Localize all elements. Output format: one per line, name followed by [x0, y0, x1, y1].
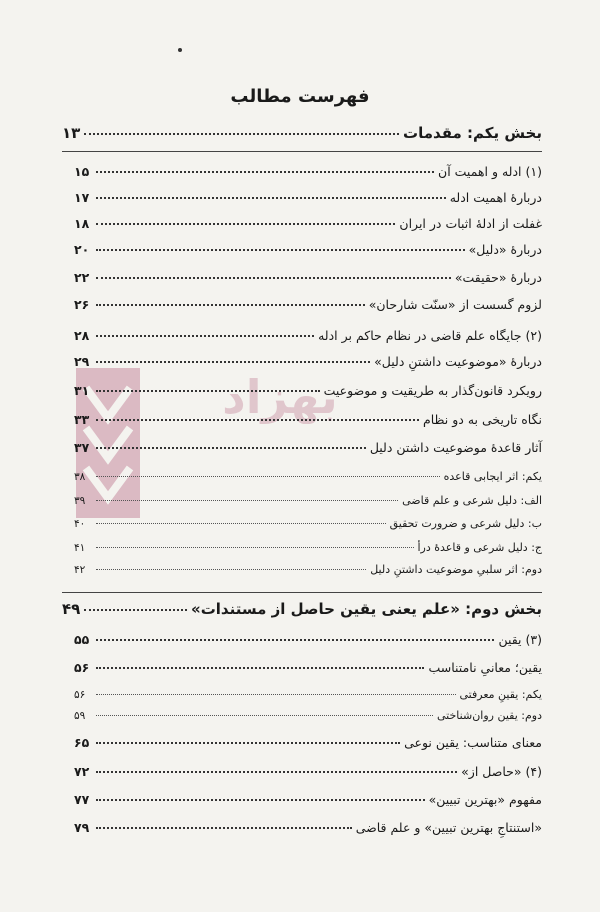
dot-leader — [96, 197, 446, 199]
toc-entry-title: بخش دوم: «علم یعنی یقین حاصل از مستندات» — [191, 600, 542, 618]
dot-leader — [96, 171, 434, 173]
toc-entry[interactable] — [74, 412, 542, 427]
toc-entry-title: دربارهٔ «حقیقت» — [454, 270, 542, 285]
toc-entry-title: (۱) ادله و اهمیت آن — [438, 164, 542, 179]
toc-page-number: ۵۶ — [74, 660, 90, 675]
toc-entry-title: الف: دلیل شرعی و علم قاضی — [402, 494, 542, 507]
dot-leader — [96, 799, 425, 801]
toc-entry-title: دربارهٔ «موضوعیت داشتنِ دلیل» — [374, 354, 542, 369]
dot-leader — [96, 667, 424, 669]
dot-leader — [96, 476, 440, 477]
dot-leader — [96, 742, 400, 744]
toc-entry-title: دوم: یقین روان‌شناختی — [437, 709, 542, 722]
part-rule — [62, 151, 542, 152]
toc-entry[interactable] — [74, 735, 542, 750]
toc-entry[interactable] — [74, 470, 542, 483]
toc-entry-title: (۲) جایگاه علم قاضی در نظام حاکم بر ادله — [318, 328, 542, 343]
toc-page-number: ۴۰ — [74, 518, 86, 530]
toc-page-number: ۵۹ — [74, 710, 86, 722]
toc-entry[interactable] — [74, 820, 542, 835]
toc-entry-title: دوم: اثر سلبیِ موضوعیت داشتنِ دلیل — [370, 563, 542, 576]
toc-entry-title: نگاه تاریخی به دو نظام — [423, 412, 542, 427]
toc-page-number: ۷۷ — [74, 792, 90, 807]
toc-entry[interactable] — [74, 764, 542, 779]
toc-page-number: ۴۲ — [74, 564, 86, 576]
toc-page-number: ۳۹ — [74, 495, 86, 507]
toc-page-number: ۶۵ — [74, 735, 90, 750]
toc-entry[interactable] — [74, 688, 542, 701]
dot-leader — [96, 547, 414, 548]
toc-page-number: ۲۶ — [74, 297, 90, 312]
dot-leader — [96, 500, 398, 501]
page-title: فهرست مطالب — [230, 86, 370, 107]
dot-leader — [84, 133, 399, 135]
toc-page-number: ۳۷ — [74, 440, 90, 455]
dot-leader — [96, 249, 465, 251]
toc-entry[interactable] — [74, 541, 542, 554]
dot-leader — [96, 390, 320, 392]
toc-page-number: ۲۲ — [74, 270, 90, 285]
toc-entry[interactable] — [74, 709, 542, 722]
toc-page-number: ۱۳ — [62, 124, 81, 142]
toc-entry[interactable] — [62, 600, 542, 618]
toc-entry-title: غفلت از ادلهٔ اثبات در ایران — [399, 216, 542, 231]
toc-entry-title: یکم: اثر ایجابی قاعده — [443, 470, 542, 483]
toc-page-number: ۵۶ — [74, 689, 86, 701]
toc-entry-title: لزوم گسست از «سنّت شارحان» — [368, 297, 542, 312]
dot-leader — [96, 639, 494, 641]
dot-leader — [96, 771, 457, 773]
toc-entry[interactable] — [74, 328, 542, 343]
toc-entry-title: آثار قاعدهٔ موضوعیت داشتن دلیل — [369, 440, 542, 455]
dot-leader — [96, 419, 419, 421]
toc-entry-title: بخش یکم: مقدمات — [403, 124, 542, 142]
toc-entry[interactable] — [74, 632, 542, 647]
dot-leader — [84, 609, 187, 611]
dot-leader — [96, 277, 451, 279]
toc-entry-title: (۳) یقین — [498, 632, 542, 647]
toc-page-number: ۱۸ — [74, 216, 90, 231]
toc-page-number: ۷۹ — [74, 820, 90, 835]
dot-leader — [96, 447, 366, 449]
toc-entry-title: دربارهٔ اهمیت ادله — [449, 190, 542, 205]
toc-page-number: ۴۱ — [74, 542, 86, 554]
toc-page-number: ۲۸ — [74, 328, 90, 343]
dot-leader — [96, 523, 386, 524]
toc-entry[interactable] — [74, 242, 542, 257]
toc-entry-title: ج: دلیل شرعی و قاعدهٔ درأ — [417, 541, 542, 554]
dot-leader — [96, 827, 352, 829]
toc-entry[interactable] — [74, 216, 542, 231]
dot-leader — [96, 223, 395, 225]
watermark-text: بهزاد — [222, 370, 338, 424]
toc-page-number: ۱۷ — [74, 190, 90, 205]
toc-page-number: ۷۲ — [74, 764, 90, 779]
toc-entry[interactable] — [74, 440, 542, 455]
toc-entry-title: مفهوم «بهترین تبیین» — [428, 792, 542, 807]
toc-entry[interactable] — [74, 660, 542, 675]
dot-leader — [96, 361, 370, 363]
toc-entry-title: (۴) «حاصل از» — [461, 764, 542, 779]
toc-entry[interactable] — [74, 563, 542, 576]
dot-leader — [96, 569, 366, 570]
toc-entry[interactable] — [74, 270, 542, 285]
toc-entry[interactable] — [62, 124, 542, 142]
toc-page-number: ۴۹ — [62, 600, 81, 618]
toc-entry[interactable] — [74, 792, 542, 807]
toc-entry-title: ب: دلیل شرعی و ضرورت تحقیق — [389, 517, 542, 530]
dot-leader — [96, 335, 314, 337]
toc-page-number: ۳۱ — [74, 383, 90, 398]
ink-dot — [178, 48, 182, 52]
toc-entry-title: رویکرد قانون‌گذار به طریقیت و موضوعیت — [323, 383, 542, 398]
toc-page-number: ۲۰ — [74, 242, 90, 257]
toc-entry-title: معنای متناسب: یقین نوعی — [404, 735, 542, 750]
toc-entry-title: «استنتاجِ بهترین تبیین» و علم قاضی — [355, 820, 542, 835]
toc-page-number: ۲۹ — [74, 354, 90, 369]
toc-entry[interactable] — [74, 190, 542, 205]
toc-entry[interactable] — [74, 297, 542, 312]
toc-page-number: ۳۸ — [74, 471, 86, 483]
toc-entry[interactable] — [74, 164, 542, 179]
part-rule — [62, 592, 542, 593]
toc-page-number: ۳۳ — [74, 412, 90, 427]
toc-entry[interactable] — [74, 354, 542, 369]
toc-entry[interactable] — [74, 494, 542, 507]
toc-entry[interactable] — [74, 383, 542, 398]
dot-leader — [96, 715, 433, 716]
toc-entry-title: دربارهٔ «دلیل» — [468, 242, 542, 257]
toc-entry[interactable] — [74, 517, 542, 530]
toc-entry-title: یقین؛ معانیِ نامتناسب — [428, 660, 542, 675]
toc-page-number: ۱۵ — [74, 164, 90, 179]
dot-leader — [96, 304, 365, 306]
toc-entry-title: یکم: یقینِ معرفتی — [459, 688, 542, 701]
toc-page-number: ۵۵ — [74, 632, 90, 647]
dot-leader — [96, 694, 456, 695]
